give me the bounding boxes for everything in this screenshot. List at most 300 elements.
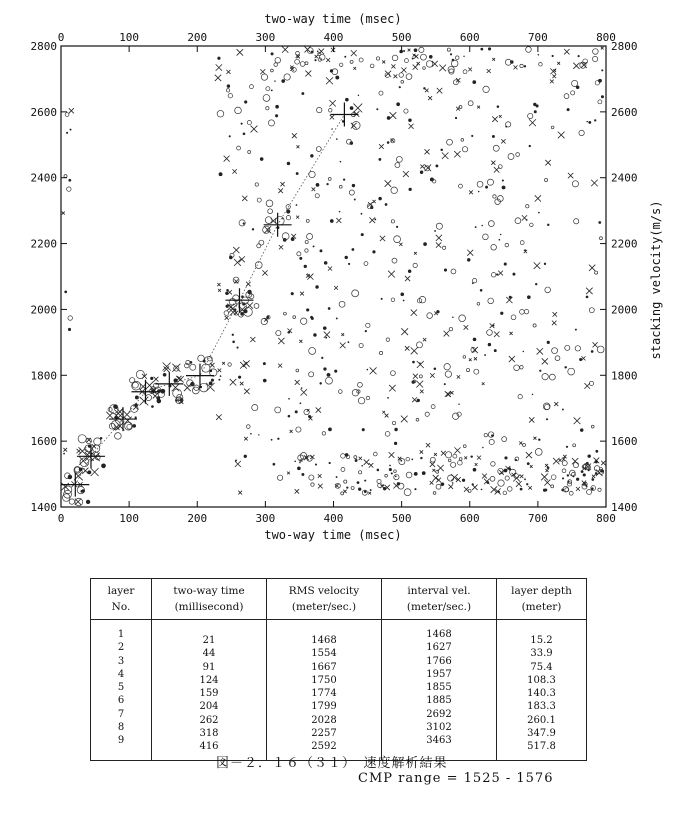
scatter-point <box>539 62 543 66</box>
scatter-point <box>463 356 466 359</box>
scatter-point <box>491 161 495 165</box>
scatter-point <box>461 139 464 142</box>
table-cell: 1750 <box>311 674 337 686</box>
scatter-point <box>469 358 472 361</box>
scatter-point <box>251 126 258 133</box>
scatter-point <box>87 470 91 474</box>
scatter-point <box>235 461 241 467</box>
scatter-point <box>552 74 556 78</box>
scatter-point <box>492 116 498 122</box>
scatter-point <box>280 182 284 186</box>
table-cell: 124 <box>199 674 219 686</box>
table-cell: 1957 <box>426 668 452 680</box>
table-cell: 347.9 <box>527 728 556 740</box>
scatter-point <box>345 453 349 457</box>
scatter-point <box>241 123 243 125</box>
x-tick-label: 700 <box>527 31 548 44</box>
scatter-point <box>420 54 426 60</box>
scatter-point <box>454 151 460 157</box>
scatter-point <box>599 237 602 240</box>
scatter-point <box>595 271 598 274</box>
scatter-point <box>601 461 605 465</box>
scatter-point <box>369 463 374 468</box>
scatter-point <box>530 465 533 468</box>
scatter-point <box>562 461 567 466</box>
scatter-point <box>477 456 481 460</box>
scatter-point <box>553 458 559 464</box>
scatter-point <box>232 341 235 344</box>
scatter-point <box>483 234 489 240</box>
scatter-point <box>376 108 378 110</box>
scatter-point <box>575 346 580 351</box>
scatter-point <box>441 482 445 486</box>
scatter-point <box>301 92 304 95</box>
scatter-point <box>261 74 267 80</box>
scatter-point <box>598 221 601 224</box>
col-two-way-time <box>152 620 267 761</box>
scatter-point <box>326 183 328 185</box>
x-tick-label: 200 <box>187 512 208 525</box>
scatter-point <box>237 146 241 150</box>
scatter-point <box>316 183 320 187</box>
scatter-point <box>546 418 548 420</box>
scatter-point <box>401 67 406 72</box>
scatter-point <box>504 263 507 266</box>
scatter-point <box>452 59 455 62</box>
table-cell: 4 <box>117 668 125 680</box>
scatter-point <box>493 195 496 198</box>
scatter-point <box>263 362 266 365</box>
velocity-pick-cross <box>330 102 358 126</box>
scatter-point <box>249 85 253 89</box>
velocity-pick-cross <box>109 407 137 431</box>
scatter-point <box>572 181 578 187</box>
scatter-point <box>575 329 577 331</box>
scatter-point <box>217 283 220 286</box>
scatter-point <box>549 374 555 380</box>
scatter-point <box>215 75 221 81</box>
scatter-point <box>228 94 232 98</box>
scatter-point <box>449 327 452 330</box>
scatter-point <box>544 178 547 181</box>
scatter-point <box>220 375 222 377</box>
scatter-point <box>252 228 254 230</box>
scatter-point <box>564 49 569 54</box>
scatter-point <box>404 59 408 63</box>
scatter-point <box>295 410 298 413</box>
scatter-point <box>436 235 442 241</box>
scatter-point <box>216 414 222 420</box>
scatter-point <box>287 162 290 165</box>
y-tick-label: 2000 <box>30 303 57 317</box>
scatter-point <box>100 437 102 439</box>
scatter-point <box>573 63 579 69</box>
scatter-point <box>422 471 426 475</box>
scatter-point <box>417 399 420 402</box>
scatter-point <box>520 488 523 491</box>
header-text: (meter/sec.) <box>406 601 472 613</box>
scatter-point <box>520 309 525 314</box>
scatter-point <box>505 126 507 128</box>
table-cell: 8 <box>117 722 125 734</box>
scatter-point <box>300 62 305 67</box>
scatter-point <box>379 144 384 149</box>
scatter-point <box>238 376 241 379</box>
scatter-point <box>339 63 342 66</box>
scatter-point <box>367 369 369 371</box>
scatter-point <box>442 153 448 159</box>
header-layer-depth <box>497 579 587 620</box>
scatter-point <box>299 340 302 343</box>
scatter-point <box>491 244 497 250</box>
scatter-point <box>296 369 299 372</box>
scatter-point <box>68 179 71 182</box>
scatter-point <box>463 70 467 74</box>
scatter-point <box>263 95 270 102</box>
scatter-point <box>472 80 476 84</box>
header-two-way-time <box>152 579 267 620</box>
scatter-point <box>463 56 464 57</box>
scatter-point <box>458 460 463 465</box>
scatter-point <box>433 475 439 481</box>
scatter-point <box>377 479 381 483</box>
scatter-point <box>598 100 602 104</box>
scatter-point <box>427 313 433 319</box>
scatter-point <box>477 302 480 305</box>
scatter-point <box>457 375 460 378</box>
scatter-point <box>587 489 592 494</box>
scatter-point <box>361 233 364 236</box>
scatter-point <box>453 80 458 85</box>
scatter-point <box>387 116 391 120</box>
scatter-point <box>595 450 598 453</box>
scatter-point <box>316 147 321 152</box>
scatter-point <box>305 71 311 77</box>
scatter-point <box>266 107 269 110</box>
scatter-point <box>271 89 273 91</box>
scatter-point <box>378 158 381 161</box>
scatter-point <box>425 149 430 154</box>
scatter-point <box>587 454 590 457</box>
scatter-point <box>417 62 420 65</box>
header-text: layer depth <box>511 585 572 597</box>
scatter-point <box>326 377 333 384</box>
scatter-point <box>266 87 270 91</box>
scatter-point <box>381 298 383 300</box>
x-tick-label: 0 <box>57 31 65 44</box>
scatter-point <box>459 184 463 188</box>
scatter-point <box>62 483 69 490</box>
scatter-point <box>218 289 221 292</box>
scatter-point <box>359 343 363 347</box>
scatter-point <box>288 331 291 334</box>
scatter-point <box>391 220 394 223</box>
scatter-point <box>334 286 338 290</box>
header-text: layer <box>107 585 135 597</box>
scatter-point <box>533 103 536 106</box>
scatter-point <box>282 218 283 219</box>
table-cell: 140.3 <box>527 688 556 700</box>
scatter-point <box>481 225 483 227</box>
scatter-point <box>339 301 345 307</box>
table-cell: 1554 <box>311 648 337 660</box>
scatter-point <box>420 390 424 394</box>
scatter-point <box>532 394 533 395</box>
col-rms-velocity <box>267 620 382 761</box>
scatter-point <box>309 372 314 377</box>
scatter-point <box>338 390 342 394</box>
y-tick-label: 2600 <box>611 105 638 119</box>
scatter-point <box>491 434 494 437</box>
scatter-point <box>226 305 229 308</box>
scatter-point <box>404 489 411 496</box>
scatter-point <box>273 463 276 466</box>
y-tick-label: 1800 <box>30 369 57 383</box>
scatter-point <box>553 312 557 316</box>
scatter-point <box>306 219 309 222</box>
scatter-point <box>291 292 294 295</box>
scatter-point <box>572 458 578 464</box>
scatter-point <box>349 190 354 195</box>
scatter-point <box>310 154 313 157</box>
scatter-point <box>420 164 424 168</box>
scatter-point <box>282 46 288 52</box>
scatter-point <box>580 62 586 68</box>
scatter-point <box>586 288 593 295</box>
scatter-point <box>232 169 236 173</box>
scatter-point <box>265 217 272 224</box>
scatter-point <box>226 70 230 74</box>
scatter-point <box>328 266 332 270</box>
scatter-point <box>230 379 237 386</box>
figure-caption: 図－２．１６（３１） 速度解析結果 <box>216 756 448 771</box>
scatter-point <box>444 331 450 337</box>
scatter-point <box>339 211 341 213</box>
scatter-point <box>358 487 361 490</box>
scatter-point <box>234 259 241 266</box>
scatter-point <box>336 476 338 478</box>
scatter-point <box>462 147 467 152</box>
scatter-point <box>295 59 300 64</box>
scatter-point <box>151 405 154 408</box>
table-cell: 159 <box>199 688 219 700</box>
scatter-point <box>574 219 579 224</box>
scatter-point <box>429 55 433 59</box>
table-cell: 2692 <box>426 708 452 720</box>
scatter-point <box>305 249 308 252</box>
scatter-point <box>581 470 584 473</box>
scatter-point <box>534 110 537 113</box>
scatter-point <box>238 491 242 495</box>
scatter-point <box>391 64 395 68</box>
y-tick-label: 2600 <box>30 105 57 119</box>
scatter-point <box>257 198 261 202</box>
x-tick-label: 800 <box>596 512 616 525</box>
table-cell: 260.1 <box>527 714 556 726</box>
scatter-point <box>409 188 412 191</box>
scatter-point <box>414 252 417 255</box>
scatter-point <box>313 333 316 336</box>
scatter-point <box>383 487 386 490</box>
scatter-point <box>496 273 498 275</box>
header-layer-no <box>91 579 152 620</box>
col-layer-depth <box>497 620 587 761</box>
scatter-point <box>488 298 494 304</box>
scatter-point <box>312 187 316 191</box>
scatter-point <box>578 55 580 57</box>
scatter-point <box>389 465 391 467</box>
scatter-point <box>498 271 503 276</box>
scatter-point <box>416 381 423 388</box>
scatter-point <box>508 153 514 159</box>
scatter-point <box>467 250 473 256</box>
scatter-point <box>436 242 441 247</box>
scatter-point <box>329 462 331 464</box>
header-text: interval vel. <box>407 585 471 597</box>
table-cell: 108.3 <box>527 674 556 686</box>
scatter-point <box>190 382 194 386</box>
scatter-point <box>246 425 250 429</box>
scatter-point <box>79 467 83 471</box>
scatter-point <box>190 361 193 364</box>
scatter-point <box>376 57 379 60</box>
scatter-point <box>542 358 548 364</box>
scatter-point <box>468 67 472 71</box>
scatter-point <box>229 304 237 312</box>
scatter-point <box>452 316 454 318</box>
y-tick-label: 2400 <box>611 171 638 185</box>
scatter-point <box>433 492 436 495</box>
scatter-point <box>405 276 410 281</box>
scatter-point <box>279 245 283 249</box>
table-cell: 1799 <box>311 701 337 713</box>
scatter-point <box>313 245 315 247</box>
scatter-point <box>296 204 298 206</box>
scatter-point <box>515 218 521 224</box>
scatter-point <box>464 325 469 330</box>
scatter-point <box>389 468 392 471</box>
scatter-point <box>425 412 429 416</box>
scatter-point <box>467 258 470 261</box>
table-cell: 75.4 <box>530 661 553 673</box>
scatter-point <box>474 357 477 360</box>
scatter-point <box>473 338 477 342</box>
scatter-point <box>401 80 404 83</box>
scatter-point <box>559 459 562 462</box>
scatter-point <box>336 138 338 140</box>
scatter-point <box>514 365 520 371</box>
scatter-point <box>576 478 579 481</box>
scatter-point <box>307 233 313 239</box>
scatter-point <box>335 76 339 80</box>
scatter-point <box>481 489 483 491</box>
scatter-point <box>419 362 421 364</box>
scatter-point <box>218 379 220 381</box>
scatter-point <box>405 346 410 351</box>
table-cell: 33.9 <box>530 648 553 660</box>
scatter-point <box>190 364 196 370</box>
x-tick-label: 600 <box>459 512 480 525</box>
scatter-point <box>78 435 86 443</box>
scatter-point <box>329 100 335 106</box>
scatter-point <box>394 442 397 445</box>
scatter-point <box>318 474 322 478</box>
scatter-point <box>488 221 494 227</box>
scatter-point <box>401 328 408 335</box>
table-cell: 1855 <box>426 682 452 694</box>
scatter-point <box>518 395 522 399</box>
scatter-point <box>380 236 385 241</box>
scatter-point <box>63 453 65 455</box>
scatter-point <box>224 156 230 162</box>
scatter-point <box>244 389 249 394</box>
scatter-point <box>86 438 91 443</box>
table-cell: 5 <box>117 682 125 694</box>
scatter-point <box>601 47 604 50</box>
scatter-point <box>295 380 300 385</box>
scatter-point <box>311 483 314 486</box>
scatter-point <box>498 165 502 169</box>
scatter-point <box>520 365 523 368</box>
scatter-point <box>351 486 354 489</box>
scatter-point <box>70 129 72 131</box>
scatter-point <box>304 265 307 268</box>
scatter-point <box>574 417 581 424</box>
scatter-point <box>406 74 412 80</box>
scatter-point <box>268 120 274 126</box>
scatter-point <box>406 457 410 461</box>
scatter-point <box>482 447 484 449</box>
table-cell: 1627 <box>426 642 452 654</box>
scatter-point <box>535 449 542 456</box>
scatter-point <box>354 456 357 459</box>
scatter-point <box>146 381 154 389</box>
scatter-point <box>382 60 385 63</box>
scatter-point <box>340 343 346 349</box>
scatter-point <box>392 55 398 61</box>
scatter-point <box>592 475 595 478</box>
scatter-point <box>579 130 584 135</box>
scatter-point <box>322 432 325 435</box>
scatter-point <box>172 384 179 391</box>
scatter-point <box>468 101 473 106</box>
scatter-point <box>472 483 474 485</box>
scatter-point <box>305 62 308 65</box>
scatter-point <box>79 447 87 455</box>
scatter-point <box>236 347 238 349</box>
scatter-point <box>255 183 258 186</box>
scatter-point <box>594 119 596 121</box>
scatter-point <box>274 80 275 81</box>
scatter-point <box>426 443 430 447</box>
table-cell: 1468 <box>311 635 337 646</box>
scatter-point <box>346 486 348 488</box>
scatter-point <box>430 481 434 485</box>
scatter-point <box>228 363 231 366</box>
scatter-point <box>394 236 401 243</box>
scatter-point <box>239 256 245 262</box>
scatter-point <box>300 292 304 296</box>
table-cell: 204 <box>199 701 219 713</box>
scatter-point <box>538 54 540 56</box>
scatter-point <box>478 191 480 193</box>
scatter-point <box>490 476 495 481</box>
scatter-point <box>361 213 363 215</box>
scatter-point <box>566 446 568 448</box>
scatter-point <box>394 470 397 473</box>
scatter-point <box>294 460 296 462</box>
y-tick-label: 1400 <box>30 501 57 514</box>
